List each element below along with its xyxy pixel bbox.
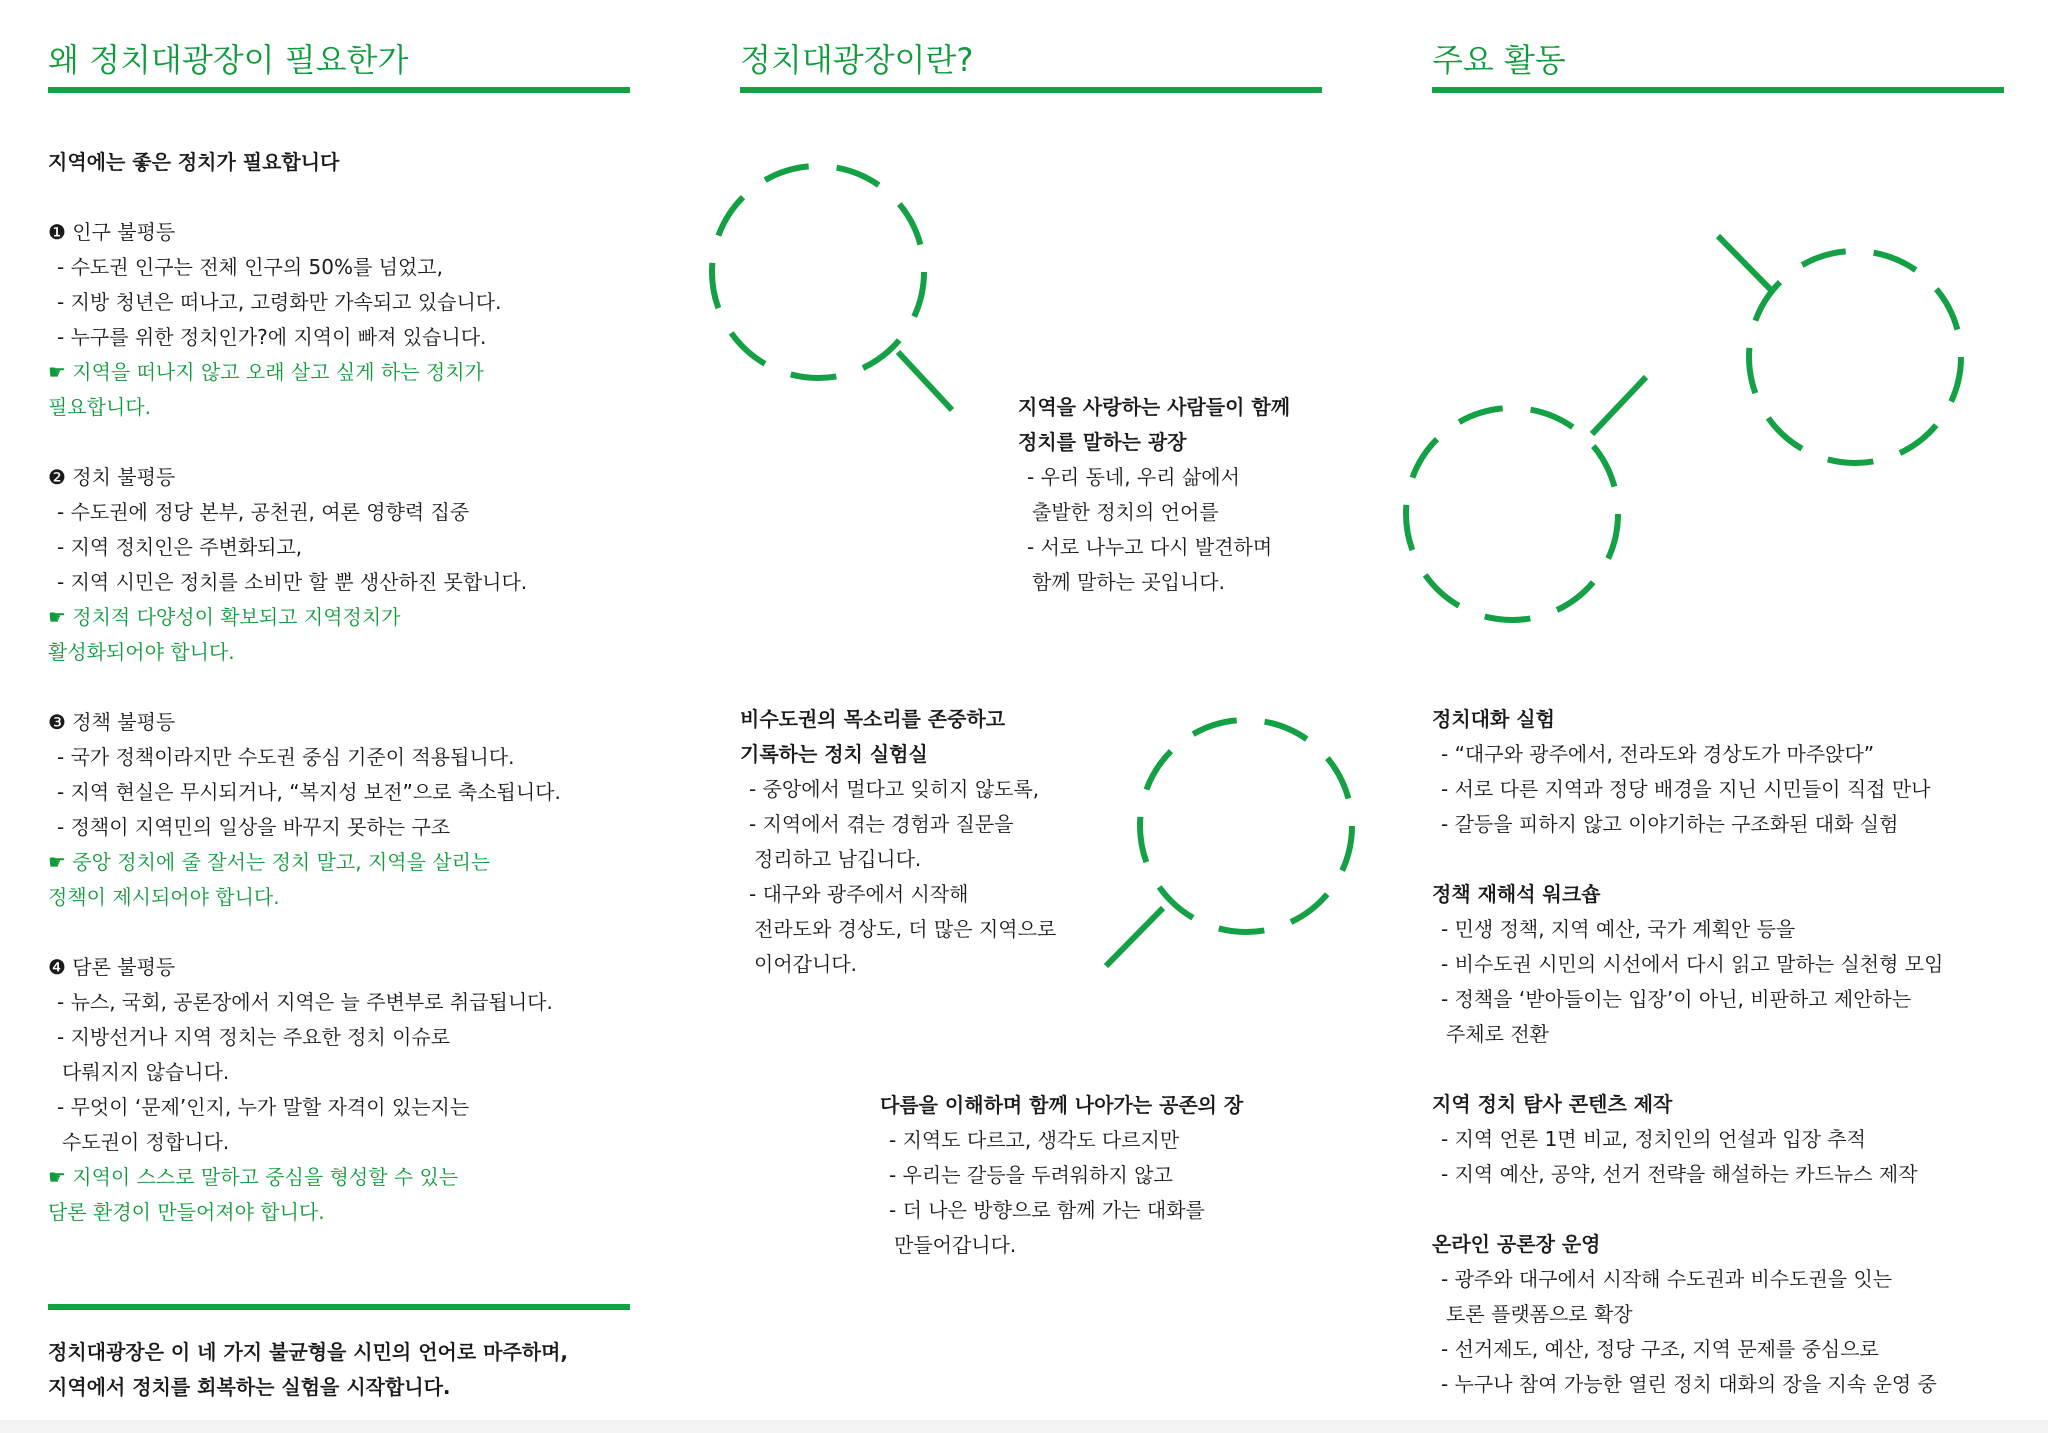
- column-title-what: 정치대광장이란?: [740, 41, 974, 79]
- conclusion-line: 담론 환경이 만들어져야 합니다.: [48, 1200, 325, 1224]
- about-block-3: [880, 1088, 1243, 1263]
- conclusion-line: 활성화되어야 합니다.: [48, 640, 235, 664]
- bullet-line: - 지역 정치인은 주변화되고,: [57, 535, 303, 559]
- conclusion-line: ☛ 중앙 정치에 줄 잘서는 정치 말고, 지역을 살리는: [48, 850, 491, 874]
- conclusion-line: 정책이 제시되어야 합니다.: [48, 885, 280, 909]
- title-rule: [1432, 87, 2004, 93]
- intro-text: 지역에는 좋은 정치가 필요합니다: [48, 150, 340, 174]
- block-line: - 우리는 갈등을 두려워하지 않고: [889, 1163, 1173, 1187]
- activity-heading: 지역 정치 탐사 콘텐츠 제작: [1432, 1092, 1673, 1116]
- closing-line: 지역에서 정치를 회복하는 실험을 시작합니다.: [48, 1375, 451, 1399]
- section-heading: ❸ 정책 불평등: [48, 710, 176, 734]
- bullet-line: - 수도권 인구는 전체 인구의 50%를 넘었고,: [57, 255, 443, 279]
- bullet-line: - 정책이 지역민의 일상을 바꾸지 못하는 구조: [57, 815, 451, 839]
- conclusion-line: ☛ 지역이 스스로 말하고 중심을 형성할 수 있는: [48, 1165, 459, 1189]
- activity-heading: 온라인 공론장 운영: [1432, 1232, 1601, 1256]
- block-line: 정리하고 남깁니다.: [754, 847, 922, 871]
- block-line: 출발한 정치의 언어를: [1032, 500, 1219, 524]
- block-line: 함께 말하는 곳입니다.: [1032, 570, 1225, 594]
- block-line: 만들어갑니다.: [894, 1233, 1017, 1257]
- magnifier-icon: [1718, 236, 1961, 463]
- about-block-1: [1018, 390, 1290, 600]
- bullet-line: 다뤄지지 않습니다.: [62, 1060, 230, 1084]
- bullet-line: 수도권이 정합니다.: [62, 1130, 230, 1154]
- block-line: - 지역도 다르고, 생각도 다르지만: [889, 1128, 1180, 1152]
- activity-line: - 지역 예산, 공약, 선거 전략을 해설하는 카드뉴스 제작: [1441, 1162, 1918, 1186]
- magnifier-icon: [1406, 377, 1646, 620]
- activities-list: [1432, 702, 1943, 1402]
- bullet-line: - 누구를 위한 정치인가?에 지역이 빠져 있습니다.: [57, 325, 487, 349]
- conclusion-line: 필요합니다.: [48, 395, 151, 419]
- magnifier-icon: [712, 166, 952, 410]
- block-heading: 정치를 말하는 광장: [1018, 430, 1187, 454]
- block-heading: 지역을 사랑하는 사람들이 함께: [1018, 395, 1291, 419]
- activity-heading: 정책 재해석 워크숍: [1432, 882, 1601, 906]
- activity-line: 토론 플랫폼으로 확장: [1446, 1302, 1633, 1326]
- bullet-line: - 지방 청년은 떠나고, 고령화만 가속되고 있습니다.: [57, 290, 502, 314]
- activity-line: - 누구나 참여 가능한 열린 정치 대화의 장을 지속 운영 중: [1441, 1372, 1937, 1396]
- why-content: [48, 145, 561, 1230]
- conclusion-line: ☛ 정치적 다양성이 확보되고 지역정치가: [48, 605, 401, 629]
- bullet-line: - 무엇이 ‘문제’인지, 누가 말할 자격이 있는지는: [57, 1095, 470, 1119]
- block-line: - 중앙에서 멀다고 잊히지 않도록,: [749, 777, 1040, 801]
- block-heading: 다름을 이해하며 함께 나아가는 공존의 장: [880, 1093, 1244, 1117]
- activity-line: - 선거제도, 예산, 정당 구조, 지역 문제를 중심으로: [1441, 1337, 1879, 1361]
- column-title-activities: 주요 활동: [1432, 41, 1566, 79]
- activity-line: - 서로 다른 지역과 정당 배경을 지닌 시민들이 직접 만나: [1441, 777, 1931, 801]
- activity-line: - 갈등을 피하지 않고 이야기하는 구조화된 대화 실험: [1441, 812, 1899, 836]
- bullet-line: - 지방선거나 지역 정치는 주요한 정치 이슈로: [57, 1025, 451, 1049]
- block-line: 이어갑니다.: [754, 952, 857, 976]
- block-heading: 기록하는 정치 실험실: [740, 742, 928, 766]
- conclusion-line: ☛ 지역을 떠나지 않고 오래 살고 싶게 하는 정치가: [48, 360, 484, 384]
- block-line: - 우리 동네, 우리 삶에서: [1027, 465, 1240, 489]
- activity-line: 주체로 전환: [1446, 1022, 1549, 1046]
- block-heading: 비수도권의 목소리를 존중하고: [740, 707, 1006, 731]
- closing-rule: [48, 1304, 630, 1310]
- closing-statement: [48, 1335, 568, 1405]
- activity-line: - “대구와 광주에서, 전라도와 경상도가 마주앉다”: [1441, 742, 1875, 766]
- bullet-line: - 수도권에 정당 본부, 공천권, 여론 영향력 집중: [57, 500, 470, 524]
- section-heading: ❷ 정치 불평등: [48, 465, 176, 489]
- magnifier-icon: [1106, 720, 1352, 966]
- bottom-edge: [0, 1420, 2048, 1433]
- bullet-line: - 뉴스, 국회, 공론장에서 지역은 늘 주변부로 취급됩니다.: [57, 990, 553, 1014]
- title-rule: [740, 87, 1322, 93]
- about-block-2: [740, 702, 1056, 982]
- block-line: - 서로 나누고 다시 발견하며: [1027, 535, 1273, 559]
- activity-line: - 지역 언론 1면 비교, 정치인의 언설과 입장 추적: [1441, 1127, 1866, 1151]
- activity-line: - 정책을 ‘받아들이는 입장’이 아닌, 비판하고 제안하는: [1441, 987, 1912, 1011]
- bullet-line: - 국가 정책이라지만 수도권 중심 기준이 적용됩니다.: [57, 745, 515, 769]
- block-line: - 대구와 광주에서 시작해: [749, 882, 969, 906]
- title-rule: [48, 87, 630, 93]
- activity-line: - 민생 정책, 지역 예산, 국가 계획안 등을: [1441, 917, 1796, 941]
- column-title-why: 왜 정치대광장이 필요한가: [48, 41, 409, 79]
- closing-line: 정치대광장은 이 네 가지 불균형을 시민의 언어로 마주하며,: [48, 1340, 569, 1364]
- block-line: - 지역에서 겪는 경험과 질문을: [749, 812, 1014, 836]
- section-heading: ❶ 인구 불평등: [48, 220, 176, 244]
- block-line: - 더 나은 방향으로 함께 가는 대화를: [889, 1198, 1205, 1222]
- activity-heading: 정치대화 실험: [1432, 707, 1555, 731]
- activity-line: - 비수도권 시민의 시선에서 다시 읽고 말하는 실천형 모임: [1441, 952, 1944, 976]
- block-line: 전라도와 경상도, 더 많은 지역으로: [754, 917, 1057, 941]
- bullet-line: - 지역 시민은 정치를 소비만 할 뿐 생산하진 못합니다.: [57, 570, 528, 594]
- bullet-line: - 지역 현실은 무시되거나, “복지성 보전”으로 축소됩니다.: [57, 780, 561, 804]
- section-heading: ❹ 담론 불평등: [48, 955, 176, 979]
- activity-line: - 광주와 대구에서 시작해 수도권과 비수도권을 잇는: [1441, 1267, 1893, 1291]
